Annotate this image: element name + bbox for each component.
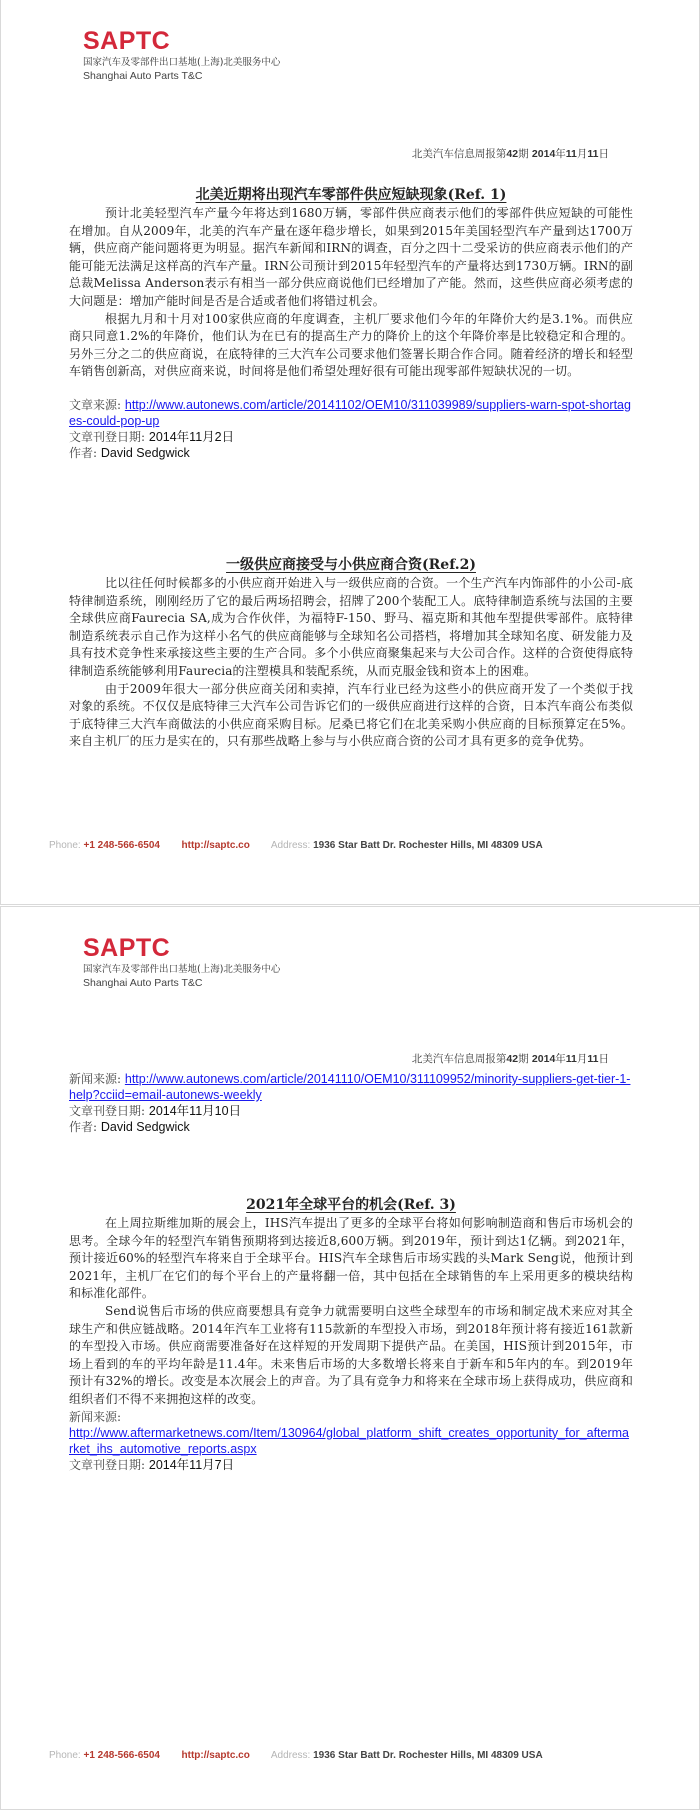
date-value: 2014年11月7日	[148, 1457, 235, 1472]
article-title-text: 一级供应商接受与小供应商合资(Ref.2)	[226, 557, 476, 573]
issue-year: 2014	[531, 148, 556, 160]
issue-year: 2014	[531, 1053, 556, 1065]
article-title	[69, 1195, 633, 1215]
issue-prefix: 北美汽车信息周报第	[411, 148, 507, 160]
page-footer	[49, 1750, 543, 1761]
article-paragraph: 在上周拉斯维加斯的展会上，IHS汽车提出了更多的全球平台将如何影响制造商和售后市场机会的思考。全球今年的轻型汽车销售预期将到达接近8,600万辆。到2019年，预计到达1亿辆。到2021年，预计接近60%的轻型汽车将来自于全球平台。HIS汽车全球售后市场实践的头Mark Seng说，他预计到2021年，主机厂在它们的每个平台上的产量将翻一倍，其中包括在全球销售的车上采用更多的模块结构和标准化部件。	[69, 1216, 633, 1301]
issue-month: 11	[565, 148, 577, 160]
issue-day: 11	[587, 1053, 599, 1065]
issue-month-unit: 月	[576, 148, 588, 160]
source-row	[69, 1425, 633, 1457]
issue-month-unit: 月	[576, 1053, 588, 1065]
phone-number[interactable]: +1 248-566-6504	[83, 1750, 160, 1761]
author-row	[69, 1119, 633, 1135]
source-label: 新闻来源:	[69, 1409, 122, 1424]
article-paragraph: 根据九月和十月对100家供应商的年度调查，主机厂要求他们今年的年降价大约是3.1%。而供应商只同意1.2%的年降价，他们认为在已有的提高生产力的降价上的这个年降价率是比较稳定和合理的。另外三分之二的供应商说，在底特律的三大汽车公司要求他们签署长期合作合同。随着经济的增长和轻型车销售创新高，对供应商来说，时间将是他们希望处理好很有可能出现零部件短缺状况的一切。	[69, 311, 633, 379]
source-link[interactable]: http://www.aftermarketnews.com/Item/130964/global_platform_shift_creates_opportunity_for_aftermarket_ihs_automotive_reports.aspx	[69, 1425, 630, 1456]
date-row	[69, 429, 633, 445]
date-label: 文章刊登日期:	[69, 1104, 146, 1118]
source-row	[69, 1071, 633, 1103]
article-paragraph: Send说售后市场的供应商要想具有竞争力就需要明白这些全球型车的市场和制定战术来应对其全球生产和供应链战略。2014年汽车工业将有115款新的车型投入市场，到2018年预计将有接近161款新的车型投入市场。供应商需要准备好在这样短的开发周期下提供产品。在美国，HIS预计到2015年，市场上看到的车的平均年龄是11.4年。未来售后市场的大多数增长将来自于新车和5年内的车。到2019年预计有32%的增长。改变是本次展会上的声音。为了具有竞争力和将来在全球市场上获得成功，供应商和组织者们不得不来拥抱这样的改变。	[69, 1303, 633, 1406]
author-label: 作者:	[69, 445, 98, 460]
website-link[interactable]: http://saptc.co	[181, 840, 250, 851]
logo-subtitle-en: Shanghai Auto Parts T&C	[83, 977, 203, 989]
article-title	[69, 555, 633, 575]
phone-label: Phone:	[49, 1750, 81, 1761]
source-label: 文章来源:	[69, 397, 122, 412]
article-2	[69, 555, 633, 751]
issue-number: 42	[506, 148, 519, 160]
saptc-logo	[83, 935, 280, 990]
issue-day: 11	[587, 148, 599, 160]
source-label: 新闻来源:	[69, 1072, 122, 1086]
phone-number[interactable]: +1 248-566-6504	[83, 840, 160, 851]
article-1	[69, 185, 633, 461]
document-page-2	[0, 906, 700, 1810]
logo-subtitle-en: Shanghai Auto Parts T&C	[83, 70, 203, 82]
logo-wordmark: SAPTC	[83, 27, 171, 55]
source-row	[69, 397, 633, 429]
issue-prefix: 北美汽车信息周报第	[411, 1053, 507, 1065]
issue-year-unit: 年	[555, 148, 566, 160]
article-3	[69, 1195, 633, 1473]
article-title	[69, 185, 633, 205]
issue-day-unit: 日	[598, 1053, 609, 1065]
article-paragraph: 由于2009年很大一部分供应商关闭和卖掉，汽车行业已经为这些小的供应商开发了一个类似于找对象的系统。不仅仅是底特律三大汽车公司告诉它们的一级供应商进行这样的合资，日本汽车商公布类似于底特律三大汽车商做法的小供应商采购目标。尼桑已将它们在北美采购小供应商的目标预算定在5%。来自主机厂的压力是实在的，只有那些战略上参与与小供应商合资的公司才具有更多的竞争优势。	[69, 681, 633, 749]
issue-number: 42	[506, 1053, 519, 1065]
website-link[interactable]: http://saptc.co	[181, 1750, 250, 1761]
date-value: 2014年11月10日	[148, 1104, 242, 1118]
issue-suffix: 期	[518, 1053, 529, 1065]
date-value: 2014年11月2日	[148, 429, 235, 444]
author-value: David Sedgwick	[100, 1120, 190, 1134]
issue-year-unit: 年	[555, 1053, 566, 1065]
address-value: 1936 Star Batt Dr. Rochester Hills, MI 48309 USA	[313, 1750, 543, 1761]
article-meta	[69, 1409, 633, 1473]
page-footer	[49, 840, 543, 851]
article-paragraph: 预计北美轻型汽车产量今年将达到1680万辆，零部件供应商表示他们的零部件供应短缺的可能性在增加。自从2009年，北美的汽车产量在逐年稳步增长，如果到2015年美国轻型汽车产量到达1700万辆，供应商产能问题将更为明显。据汽车新闻和IRN的调查，百分之四十二受采访的供应商表示他们的产能可能无法满足这样高的汽车产量。IRN公司预计到2015年轻型汽车的产量将达到1730万辆。IRN的副总裁Melissa Anderson表示有相当一部分供应商说他们已经增加了产能。然而，这些供应商必须考虑的大问题是：增加产能时间是否是合适或者他们将错过机会。	[69, 206, 633, 308]
issue-day-unit: 日	[598, 148, 609, 160]
article-meta	[69, 397, 633, 461]
address-value: 1936 Star Batt Dr. Rochester Hills, MI 48309 USA	[313, 840, 543, 851]
address-label: Address:	[270, 1750, 311, 1761]
issue-suffix: 期	[518, 148, 529, 160]
source-label-row	[69, 1409, 633, 1425]
article-paragraph: 比以往任何时候都多的小供应商开始进入与一级供应商的合资。一个生产汽车内饰部件的小公司-底特律制造系统，刚刚经历了它的最后两场招聘会，招牌了200个装配工人。底特律制造系统与法国的主要全球供应商Faurecia SA,成为合作伙伴，为福特F-150、野马、福克斯和其他车型提供零部件。底特律制造系统表示自己作为这样小名气的供应商能够与全球知名公司搭档，将增加其全球知名度、研发能力及具有技术竞争性来承接这些主要的生产合同。多个小供应商聚集起来与大公司合作。这样的合资使得底特律制造系统能够利用Faurecia的注塑模具和装配系统，从而克服金钱和资本上的困难。	[69, 576, 633, 678]
source-link[interactable]: http://www.autonews.com/article/20141102/OEM10/311039989/suppliers-warn-spot-shortages-could-pop-up	[69, 397, 631, 428]
logo-subtitle-cn: 国家汽车及零部件出口基地(上海)北美服务中心	[83, 964, 281, 975]
date-row	[69, 1103, 633, 1119]
issue-line	[412, 1051, 609, 1066]
article-2-meta	[69, 1071, 633, 1135]
article-meta	[69, 1071, 633, 1135]
author-row	[69, 445, 633, 461]
logo-subtitle-cn: 国家汽车及零部件出口基地(上海)北美服务中心	[83, 57, 281, 68]
source-link[interactable]: http://www.autonews.com/article/20141110/OEM10/311109952/minority-suppliers-get-tier-1-help?cciid=email-autonews-weekly	[69, 1072, 631, 1102]
date-label: 文章刊登日期:	[69, 429, 146, 444]
article-title-text: 北美近期将出现汽车零部件供应短缺现象(Ref. 1)	[195, 187, 507, 203]
logo-wordmark: SAPTC	[83, 934, 171, 962]
issue-line	[412, 146, 609, 161]
saptc-logo	[83, 28, 280, 83]
article-title-text: 2021年全球平台的机会(Ref. 3)	[246, 1197, 456, 1213]
date-row	[69, 1457, 633, 1473]
address-label: Address:	[270, 840, 311, 851]
date-label: 文章刊登日期:	[69, 1457, 146, 1472]
author-value: David Sedgwick	[100, 445, 190, 460]
phone-label: Phone:	[49, 840, 81, 851]
issue-month: 11	[565, 1053, 577, 1065]
author-label: 作者:	[69, 1120, 98, 1134]
